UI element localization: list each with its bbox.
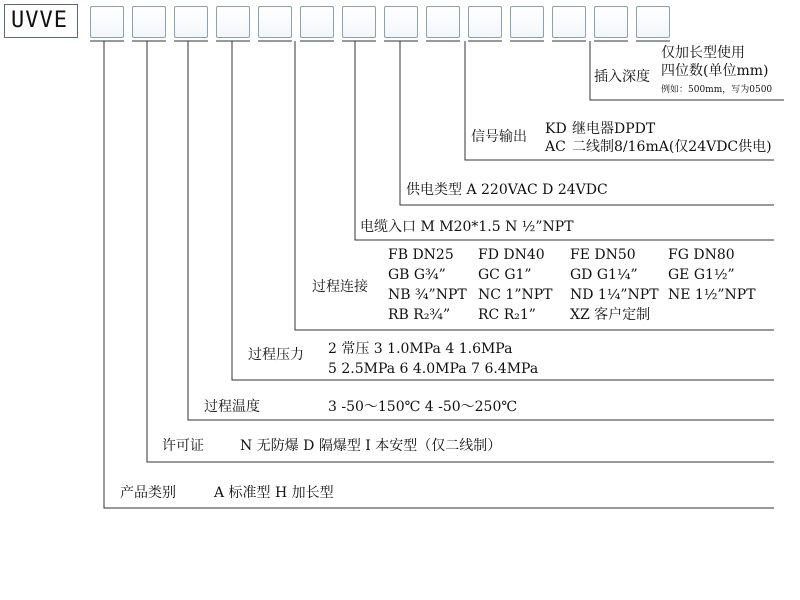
process-connection-option: GE G1½” bbox=[668, 267, 735, 283]
process-connection-option: NC 1”NPT bbox=[478, 287, 553, 303]
process-connection-option: FE DN50 bbox=[570, 247, 636, 263]
process-connection-label: 过程连接 bbox=[312, 279, 368, 295]
cable-entry: 电缆入口 M M20*1.5 N ½”NPT bbox=[360, 219, 574, 235]
process-connection-option: XZ 客户定制 bbox=[570, 307, 651, 323]
process-connection-option: NB ¾”NPT bbox=[388, 287, 467, 303]
license-label: 许可证 bbox=[162, 438, 204, 454]
insertion-depth-note-1: 仅加长型使用 bbox=[661, 45, 745, 61]
process-connection-option: FD DN40 bbox=[478, 247, 545, 263]
product-type-options: A 标准型 H 加长型 bbox=[214, 485, 334, 501]
process-connection-option: FG DN80 bbox=[668, 247, 735, 263]
process-connection-option: GC G1” bbox=[478, 267, 532, 283]
process-connection-option: RB R₂¾” bbox=[388, 307, 451, 323]
process-connection-option: FB DN25 bbox=[388, 247, 454, 263]
process-connection-option: GD G1¼” bbox=[570, 267, 638, 283]
process-temperature-options: 3 -50～150℃ 4 -50～250℃ bbox=[328, 399, 518, 415]
process-connection-option: GB G¾” bbox=[388, 267, 446, 283]
signal-output-ac-code: AC bbox=[545, 139, 566, 155]
process-connection-option: NE 1½”NPT bbox=[668, 287, 756, 303]
signal-output-ac-text: 二线制8/16mA(仅24VDC供电) bbox=[572, 139, 772, 155]
license-options: N 无防爆 D 隔爆型 I 本安型（仅二线制） bbox=[240, 438, 502, 454]
insertion-depth-note-2: 四位数(单位mm) bbox=[661, 63, 769, 79]
signal-output-kd-code: KD bbox=[545, 121, 567, 137]
signal-output-label: 信号输出 bbox=[471, 129, 527, 145]
power-type: 供电类型 A 220VAC D 24VDC bbox=[406, 182, 608, 198]
insertion-depth-example: 例如：500mm，写为0500 bbox=[661, 85, 773, 95]
signal-output-kd-text: 继电器DPDT bbox=[572, 121, 656, 137]
process-connection-option: ND 1¼”NPT bbox=[570, 287, 659, 303]
process-pressure-label: 过程压力 bbox=[248, 347, 304, 363]
model-code-box: UVVE bbox=[4, 4, 78, 38]
product-type-label: 产品类别 bbox=[120, 485, 176, 501]
process-pressure-row-1: 2 常压 3 1.0MPa 4 1.6MPa bbox=[328, 341, 513, 357]
process-pressure-row-2: 5 2.5MPa 6 4.0MPa 7 6.4MPa bbox=[328, 361, 539, 377]
process-connection-option: RC R₂1” bbox=[478, 307, 536, 323]
process-temperature-label: 过程温度 bbox=[204, 399, 260, 415]
insertion-depth-label: 插入深度 bbox=[594, 69, 650, 85]
